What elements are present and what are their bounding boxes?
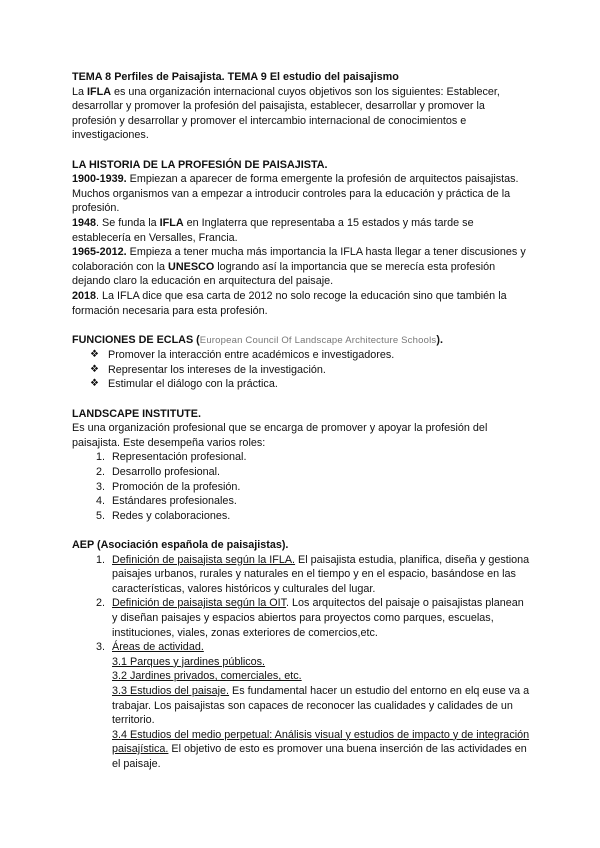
aep-list [72,553,530,772]
list-item: 2. Desarrollo profesional. [108,465,530,480]
area-parks: 3.1 Parques y jardines públicos. [112,655,266,668]
ifla-intro-paragraph [72,85,530,143]
document-title [72,70,530,85]
list-item [90,363,530,378]
area-environment-studies-text: El objetivo de esto es promover una buena inserción de las actividades en el paisaje. [112,743,527,770]
area-environment-studies-title: 3.4 Estudios del medio perpetual: Análisis visual y estudios de impacto y de integración paisajística. [112,728,530,756]
ifla-definition-link: Definición de paisajista según la IFLA. [112,553,296,566]
list-item-text: Representar los intereses de la investigación. [108,363,326,376]
eclas-heading [72,333,530,349]
eclas-heading-text: FUNCIONES DE ECLAS ( [72,333,200,346]
list-item [108,640,530,771]
title-text: TEMA 8 Perfiles de Paisajista. TEMA 9 El estudio del paisajismo [72,71,399,83]
entry-1948-ifla: IFLA [159,216,184,229]
list-item [90,377,530,392]
year-1948: 1948 [72,216,97,229]
entry-2018-text: . La IFLA dice que esa carta de 2012 no solo recoge la educación sino que también la formación necesaria para esta profesión. [72,289,507,317]
intro-text-pre: La [72,85,88,98]
landscape-institute-heading: LANDSCAPE INSTITUTE. [72,407,201,420]
area-landscape-studies [112,684,530,728]
list-item [108,596,530,640]
year-1900-1939: 1900-1939. [72,173,127,186]
diamond-bullet-icon: ❖ [90,378,99,390]
diamond-bullet-icon: ❖ [90,349,99,361]
entry-1948-pre: . Se funda la [96,216,160,229]
document-page [72,70,530,772]
eclas-full-name: European Council Of Landscape Architecture Schools [199,334,437,346]
landscape-institute-text: Es una organización profesional que se encarga de promover y apoyar la profesión del paisajista. Este desempeña varios roles: [72,422,488,449]
history-entry-1900 [72,172,530,216]
eclas-heading-end: ). [436,333,443,346]
list-item: 5. Redes y colaboraciones. [108,509,530,524]
diamond-bullet-icon: ❖ [90,363,99,375]
intro-text-post: es una organización internacional cuyos objetivos son los siguientes: Establecer, desarrollar y promover la profesión del paisajista, establecer, desarrollar y promover la profesión y desarrollar y promover el intercambio internacional de conocimientos e investigaciones. [72,85,500,142]
year-1965-2012: 1965-2012. [72,246,127,259]
entry-1965-pre: Empieza a tener mucha más importancia la IFLA hasta llegar a tener discusiones y colaboración con la [72,246,526,273]
list-item [90,348,530,363]
aep-heading [72,538,530,553]
list-item-text: Promover la interacción entre académicos e investigadores. [108,349,395,362]
year-2018: 2018 [72,289,97,302]
area-environment-studies [112,728,530,772]
aep-heading-end: . [285,539,289,551]
history-entry-1948 [72,216,530,245]
list-item: 4. Estándares profesionales. [108,494,530,509]
entry-1948-post: en Inglaterra que representaba a 15 estados y más tarde se establecería en Versalles, Francia. [72,216,474,244]
history-heading: LA HISTORIA DE LA PROFESIÓN DE PAISAJISTA. [72,158,328,171]
entry-1965-unesco: UNESCO [168,260,215,273]
list-item [108,553,530,597]
area-landscape-studies-text: Es fundamental hacer un estudio del entorno en elq euse va a trabajar. Los paisajistas son capaces de reconocer las cualidades y calidades de un territorio. [112,684,530,727]
oit-definition-text: . Los arquitectos del paisaje o paisajistas planean y diseñan paisajes y espacios abiertos para proyectos como parques, escuelas, instituciones, viales, zonas exteriores de comercios,etc. [112,597,524,639]
history-entry-2018 [72,289,530,318]
ifla-definition-text: El paisajista estudia, planifica, diseña y gestiona paisajes urbanos, rurales y naturales en el tiempo y en el espacio, basándose en las características, valores históricos y culturales del lugar. [112,553,530,595]
eclas-list [72,348,530,392]
intro-ifla-bold: IFLA [87,85,112,98]
aep-heading-text: AEP (Asociación española de paisajistas) [72,539,286,551]
area-private-gardens: 3.2 Jardines privados, comerciales, etc. [112,670,302,683]
roles-list [72,450,530,523]
area-landscape-studies-title: 3.3 Estudios del paisaje. [112,684,230,697]
history-entry-1965 [72,245,530,289]
list-item-text: Estimular el diálogo con la práctica. [108,378,278,391]
list-item: 3. Promoción de la profesión. [108,480,530,495]
entry-1900-text: Empiezan a aparecer de forma emergente la profesión de arquitectos paisajistas. Muchos organismos van a empezar a introducir controles para la educación y práctica de la profesión. [72,173,519,215]
list-item: 1. Representación profesional. [108,450,530,465]
entry-1965-post: logrando así la importancia que se merecía esta profesión dejando claro la educación en arquitectura del paisaje. [72,260,496,288]
areas-heading: Áreas de actividad. [112,641,204,654]
oit-definition-link: Definición de paisajista según la OIT [112,597,287,610]
